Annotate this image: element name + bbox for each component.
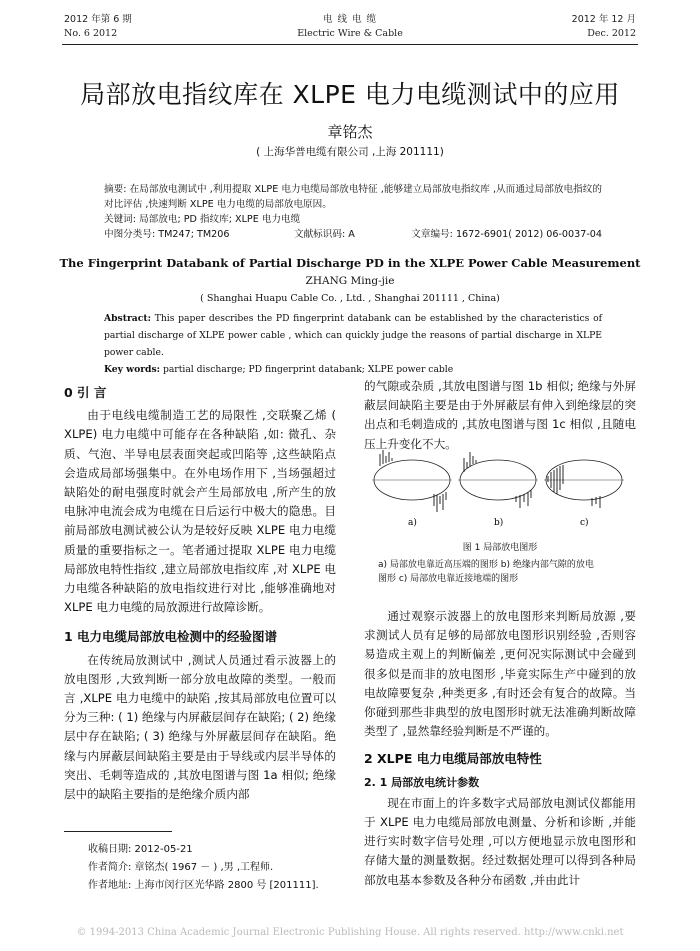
- header-rule: [62, 44, 638, 45]
- section-0-para: 由于电线电缆制造工艺的局限性 ,交联聚乙烯 ( XLPE) 电力电缆中可能存在各种缺陷 ,如: 微孔、杂质、气泡、半导电层表面突起或凹陷等 ,这些缺陷点会造成局部场强集中。在外电场作用下 ,当场强超过缺陷处的耐电强度时就会产生局部放电 ,所产生的放电脉冲电流会成为电缆在日后运行中极大的隐患。目前局部放电测试被公认为是较好反映 XLPE 电力电缆质量的重要指标之一。笔者通过提取 XLPE 电力电缆局部放电特性指纹 ,建立局部放电指纹库 ,对 XLPE 电力电缆各种缺陷的放电指纹进行对比 ,能够准确地对 XLPE 电力电缆的局放源进行故障诊断。: [64, 408, 336, 615]
- section-1-title: 1 电力电缆局部放电检测中的经验图谱: [64, 629, 278, 645]
- english-keywords: partial discharge; PD fingerprint databank; XLPE power cable: [162, 364, 454, 375]
- figure-caption-line-2: 图形 c) 局部放电靠近接地端的图形: [378, 574, 519, 584]
- author-affiliation: ( 上海华普电缆有限公司 ,上海 201111): [256, 146, 444, 158]
- header-journal-en: Electric Wire & Cable: [297, 28, 403, 39]
- section-2-1-para: 现在市面上的许多数字式局部放电测试仪都能用于 XLPE 电力电缆局部放电测量、分析和诊断 ,并能进行实时数字信号处理 ,可以方便地显示放电图形和存储大量的测量数据。经过数据处理可以得到各种局部放电基本参数及各种分布函数 ,并由此计: [364, 795, 636, 887]
- doc-code: 文献标识码: A: [294, 229, 355, 240]
- english-affiliation: ( Shanghai Huapu Cable Co. , Ltd. , Shanghai 201111 , China): [200, 293, 500, 304]
- article-number: 文章编号: 1672-6901( 2012) 06-0037-04: [411, 229, 602, 240]
- english-title: The Fingerprint Databank of Partial Discharge PD in the XLPE Power Cable Measurement: [59, 256, 641, 270]
- author-address: 作者地址: 上海市闵行区光华路 2800 号 [201111].: [88, 880, 319, 891]
- header-issue-en: No. 6 2012: [64, 28, 118, 39]
- section-1-para-cont: 的气隙或杂质 ,其放电图谱与图 1b 相似; 绝缘与外屏蔽层间缺陷主要是由于外屏蔽层有伸入到绝缘层的突出点和毛刺造成的 ,其放电图谱与图 1c 相似 ,且随电压上升变化不大。: [364, 379, 636, 451]
- author-name: 章铭杰: [327, 123, 373, 141]
- abstract-label: Abstract:: [104, 313, 151, 324]
- figure-label-a: a): [408, 518, 417, 528]
- english-abstract: This paper describes the PD fingerprint databank can be established by the characteristics of partial discharge of XLPE power cable , which can quickly judge the reasons of partial discharge in XLPE power cable.: [104, 313, 602, 358]
- figure-caption-title: 图 1 局部放电图形: [462, 543, 538, 553]
- abstract-cn-block: [104, 182, 602, 242]
- paper-title: 局部放电指纹库在 XLPE 电力电缆测试中的应用: [80, 80, 620, 109]
- abstract-cn-text: 摘要: 在局部放电测试中 ,利用提取 XLPE 电力电缆局部放电特征 ,能够建立局部放电指纹库 ,从而通过局部放电指纹的对比评估 ,快速判断 XLPE 电力电缆的局部放电原因。: [104, 184, 602, 210]
- figure-caption-line-1: a) 局部放电靠近高压端的图形 b) 绝缘内部气隙的放电: [378, 560, 594, 570]
- header-date-cn: 2012 年 12 月: [571, 14, 636, 25]
- clc-number: 中图分类号: TM247; TM206: [104, 229, 230, 240]
- section-1-para: 在传统局放测试中 ,测试人员通过看示波器上的放电图形 ,大致判断一部分放电故障的类型。一般而言 ,XLPE 电力电缆中的缺陷 ,按其局部放电位置可以分为三种: ( 1) 绝缘与内屏蔽层间存在缺陷; ( 2) 绝缘层中存在缺陷; ( 3) 绝缘与外屏蔽层间存在缺陷。绝缘与内屏蔽层间缺陷主要是由于导线或内层半导体的突出、毛刺等造成的 ,其放电图谱与图 1a 相似; 绝缘层中的缺陷主要指的是绝缘介质内部: [64, 652, 336, 802]
- figure-label-c: c): [580, 518, 589, 528]
- english-abstract-block: [104, 310, 602, 378]
- header-journal-cn: 电 线 电 缆: [322, 14, 378, 25]
- section-2-1-title: 2. 1 局部放电统计参数: [364, 775, 480, 789]
- figure-panel-c: [544, 460, 624, 508]
- figure-label-b: b): [494, 518, 504, 528]
- keywords-label: Key words:: [104, 364, 161, 375]
- keywords-cn: 关键词: 局部放电; PD 指纹库; XLPE 电力电缆: [104, 214, 301, 225]
- footnote: [88, 841, 338, 895]
- left-column: [64, 383, 336, 804]
- header-date-en: Dec. 2012: [587, 28, 636, 39]
- footnote-rule: [64, 831, 172, 832]
- figure-panel-b: [458, 452, 538, 508]
- received-date: 收稿日期: 2012-05-21: [88, 844, 193, 855]
- right-column-bottom: [364, 607, 636, 890]
- english-author: ZHANG Ming-jie: [305, 275, 395, 287]
- copyright-footer: © 1994-2013 China Academic Journal Electronic Publishing House. All rights reserved. http://www.cnki.net: [76, 927, 624, 938]
- header-issue-cn: 2012 年第 6 期: [64, 14, 132, 25]
- figure-caption: [378, 558, 640, 586]
- author-bio: 作者简介: 章铭杰( 1967 － ) ,男 ,工程师.: [88, 862, 274, 873]
- section-2-title: 2 XLPE 电力电缆局部放电特性: [364, 751, 542, 767]
- figure-1: [372, 432, 628, 530]
- section-1-para-2: 通过观察示波器上的放电图形来判断局放源 ,要求测试人员有足够的局部放电图形识别经验 ,否则容易造成主观上的判断偏差 ,更何况实际测试中会碰到很多似是而非的放电图形 ,毕竟实际生产中碰到的放电故障要复杂 ,种类更多 ,有时还会有复合的故障。当你碰到那些非典型的放电图形时就无法准确判断故障类型了 ,显然靠经验判断是不严谨的。: [364, 609, 636, 739]
- figure-panel-a: [372, 450, 452, 512]
- section-0-title: 0 引 言: [64, 385, 107, 400]
